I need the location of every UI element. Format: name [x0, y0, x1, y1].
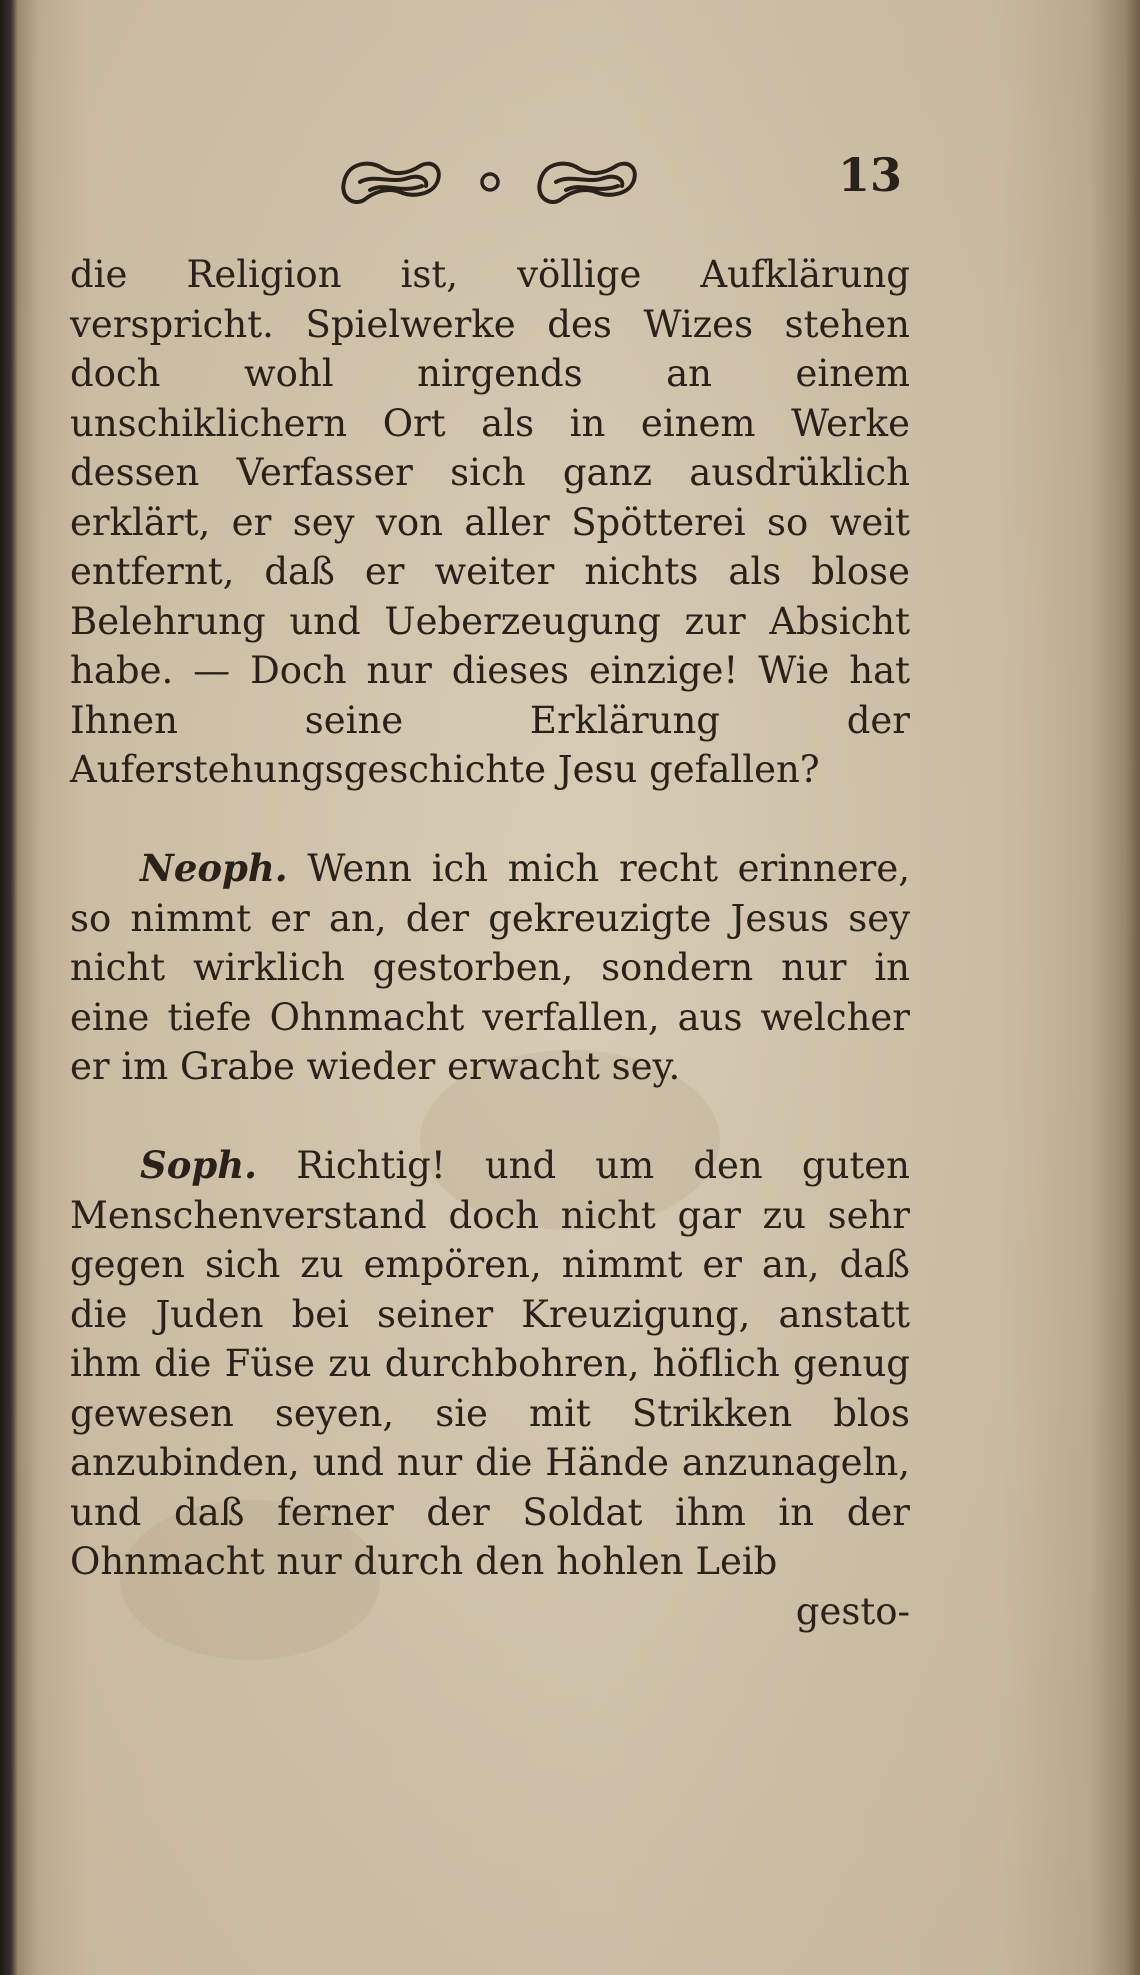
neoph-speech: Wenn ich mich recht erinnere, so nimmt er an, der gekreuzigte Jesus sey nicht wirklich gestorben, sondern nur in eine tiefe Ohnmacht verfallen, aus welcher er im Grabe wieder erwacht sey. — [70, 847, 910, 1088]
book-spine-shadow — [0, 0, 18, 1975]
soph-speech: Richtig! und um den guten Menschenverstand doch nicht gar zu sehr gegen sich zu empören, nimmt er an, daß die Juden bei seiner Kreuzigung, anstatt ihm die Füse zu durchbohren, höflich genug gewesen seyen, sie mit Strikken blos anzubinden, und nur die Hände anzunageln, und daß ferner der Soldat ihm in der Ohnmacht nur durch den hohlen Leib — [70, 1144, 911, 1583]
speaker-neoph: Neoph. — [140, 846, 288, 890]
paragraph-1: die Religion ist, völlige Aufklärung verspricht. Spielwerke des Wizes stehen doch wohl nirgends an einem unschiklichern Ort als in einem Werke dessen Verfasser sich ganz ausdrüklich erklärt, er sey von aller Spötterei so weit entfernt, daß er weiter nichts als blose Belehrung und Ueberzeugung zur Absicht habe. — Doch nur dieses einzige! Wie hat Ihnen seine Erklärung der Auferstehungsgeschichte Jesu gefallen? — [70, 253, 910, 791]
paragraph-neoph — [70, 844, 910, 1092]
header-ornament-icon — [330, 152, 650, 212]
page-header — [0, 140, 1140, 220]
catchword: gesto- — [795, 1589, 910, 1633]
speaker-soph: Soph. — [140, 1143, 258, 1187]
catchword-line — [70, 1587, 910, 1637]
body-text — [70, 250, 910, 1636]
paragraph-soph — [70, 1141, 910, 1587]
page-number: 13 — [838, 148, 903, 202]
